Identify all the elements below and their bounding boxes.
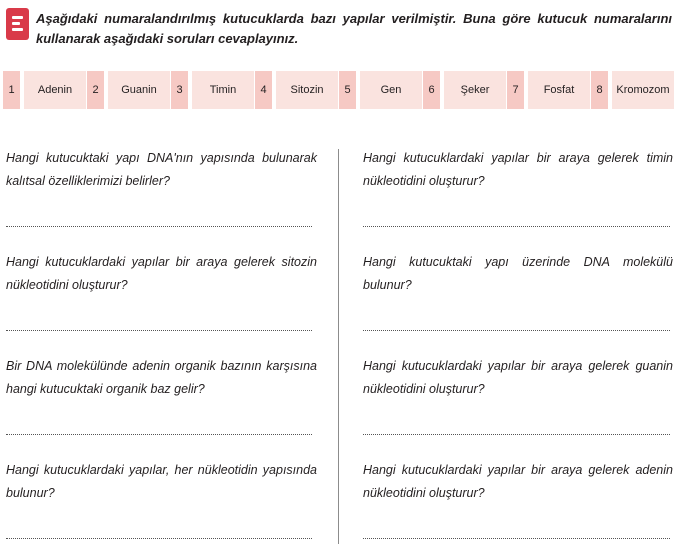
box-7-number: 7 [507, 71, 524, 109]
box-3-label: Timin [192, 71, 254, 109]
box-4-number: 4 [255, 71, 272, 109]
question-right-2: Hangi kutucuktaki yapı üzerinde DNA molekülü bulunur? [363, 255, 673, 292]
answer-line-right-1[interactable] [363, 226, 670, 227]
column-divider [338, 149, 339, 544]
box-1-label: Adenin [24, 71, 86, 109]
box-5-number: 5 [339, 71, 356, 109]
box-5-label: Gen [360, 71, 422, 109]
question-left-3: Bir DNA molekülünde adenin organik bazının karşısına hangi kutucuktaki organik baz gelir? [6, 359, 317, 396]
question-right-1: Hangi kutucuklardaki yapılar bir araya gelerek timin nükleotidini oluşturur? [363, 151, 673, 188]
answer-line-right-3[interactable] [363, 434, 670, 435]
answer-line-left-3[interactable] [6, 434, 312, 435]
box-4-label: Sitozin [276, 71, 338, 109]
box-2-label: Guanin [108, 71, 170, 109]
box-6-number: 6 [423, 71, 440, 109]
box-7-label: Fosfat [528, 71, 590, 109]
box-3-number: 3 [171, 71, 188, 109]
box-1-number: 1 [3, 71, 20, 109]
box-6-label: Şeker [444, 71, 506, 109]
structure-boxes [3, 71, 675, 109]
section-list-icon [6, 8, 29, 40]
question-left-1: Hangi kutucuktaki yapı DNA'nın yapısında bulunarak kalıtsal özelliklerimizi belirler? [6, 151, 317, 188]
question-right-4: Hangi kutucuklardaki yapılar bir araya gelerek adenin nükleotidini oluşturur? [363, 463, 673, 500]
answer-line-right-2[interactable] [363, 330, 670, 331]
answer-line-left-2[interactable] [6, 330, 312, 331]
answer-line-left-1[interactable] [6, 226, 312, 227]
answer-line-right-4[interactable] [363, 538, 670, 539]
box-8-label: Kromozom [612, 71, 674, 109]
question-left-2: Hangi kutucuklardaki yapılar bir araya gelerek sitozin nükleotidini oluşturur? [6, 255, 317, 292]
box-8-number: 8 [591, 71, 608, 109]
question-left-4: Hangi kutucuklardaki yapılar, her nükleotidin yapısında bulunur? [6, 463, 317, 500]
question-right-3: Hangi kutucuklardaki yapılar bir araya gelerek guanin nükleotidini oluşturur? [363, 359, 673, 396]
instruction-text: Aşağıdaki numaralandırılmış kutucuklarda bazı yapılar verilmiştir. Buna göre kutucuk numaralarını kullanarak aşağıdaki soruları cevaplayınız. [36, 11, 672, 46]
answer-line-left-4[interactable] [6, 538, 312, 539]
box-2-number: 2 [87, 71, 104, 109]
